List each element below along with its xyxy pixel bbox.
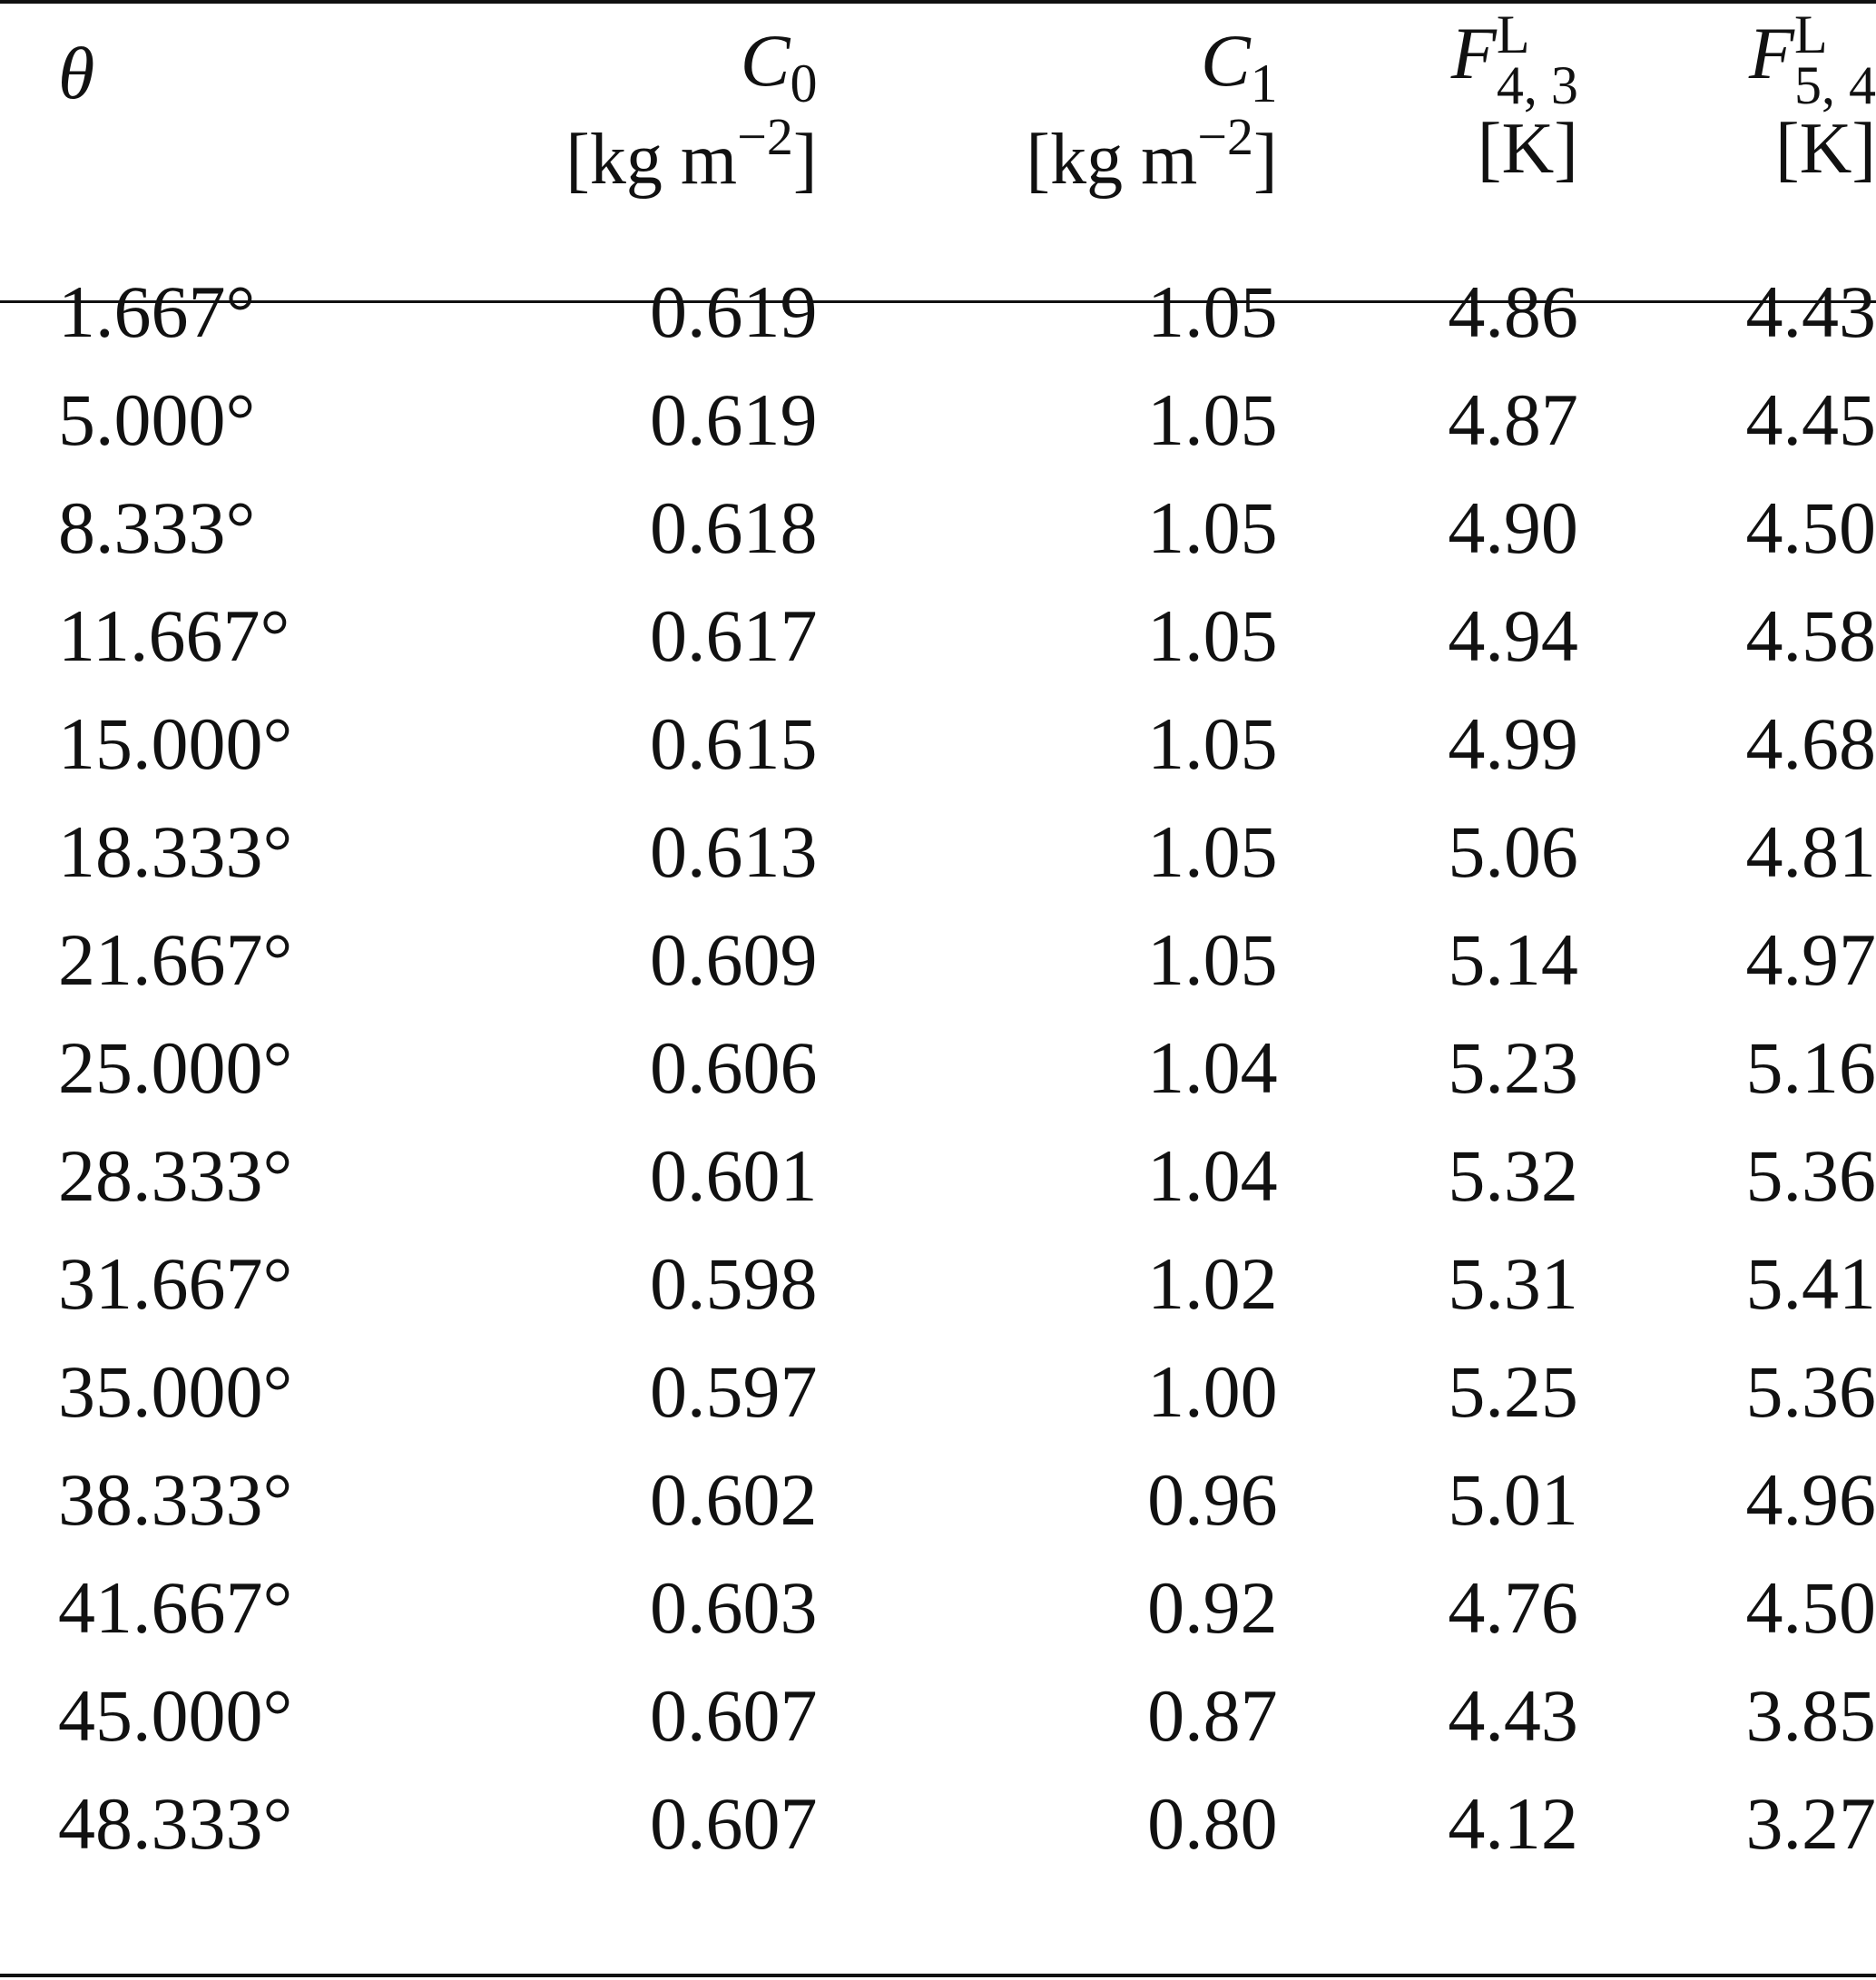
header-f43 xyxy=(1278,0,1578,115)
table-row xyxy=(0,798,1876,906)
header-f43-unit xyxy=(1278,111,1578,227)
table-row xyxy=(0,1014,1876,1122)
header-f54-superscript: L xyxy=(1794,5,1828,64)
table-bottom-rule xyxy=(0,1974,1876,1977)
cell-c1: 0.87 xyxy=(1147,1673,1278,1757)
table-row xyxy=(0,474,1876,582)
cell-f43: 4.90 xyxy=(1448,485,1578,569)
cell-c1: 1.05 xyxy=(1147,593,1278,677)
table-body xyxy=(0,258,1876,1877)
header-f54 xyxy=(1578,0,1876,115)
header-f43-unit-text: [K] xyxy=(1477,109,1578,189)
header-c0-unit-exponent: −2 xyxy=(737,107,793,166)
cell-f54: 4.68 xyxy=(1745,701,1876,785)
cell-theta: 21.667° xyxy=(58,917,293,1001)
cell-theta: 28.333° xyxy=(58,1133,293,1217)
cell-f43: 4.76 xyxy=(1448,1565,1578,1649)
header-f43-superscript: L xyxy=(1496,5,1530,64)
cell-f43: 5.31 xyxy=(1448,1241,1578,1325)
cell-f43: 5.06 xyxy=(1448,809,1578,893)
header-f54-unit-text: [K] xyxy=(1774,109,1876,189)
cell-c1: 1.05 xyxy=(1147,485,1278,569)
cell-f54: 3.85 xyxy=(1745,1673,1876,1757)
header-theta-symbol: θ xyxy=(58,32,95,114)
table-row xyxy=(0,582,1876,690)
cell-f54: 5.41 xyxy=(1745,1241,1876,1325)
cell-f43: 5.32 xyxy=(1448,1133,1578,1217)
cell-c0: 0.601 xyxy=(649,1133,818,1217)
table-row xyxy=(0,1446,1876,1554)
cell-f43: 4.99 xyxy=(1448,701,1578,785)
cell-f54: 4.96 xyxy=(1745,1457,1876,1541)
cell-c0: 0.613 xyxy=(649,809,818,893)
header-f54-indices xyxy=(1794,5,1876,115)
header-c0 xyxy=(441,0,817,111)
header-f54-subscript: 5, 4 xyxy=(1794,55,1876,115)
cell-theta: 8.333° xyxy=(58,485,256,569)
cell-c0: 0.609 xyxy=(649,917,818,1001)
table-row xyxy=(0,1338,1876,1446)
cell-theta: 31.667° xyxy=(58,1241,293,1325)
table-row xyxy=(0,1661,1876,1769)
table-row xyxy=(0,1554,1876,1661)
cell-f54: 5.36 xyxy=(1745,1349,1876,1433)
cell-f43: 4.12 xyxy=(1448,1781,1578,1865)
table-row xyxy=(0,1122,1876,1230)
header-f43-indices xyxy=(1496,5,1578,115)
cell-theta: 5.000° xyxy=(58,377,256,461)
cell-c1: 1.00 xyxy=(1147,1349,1278,1433)
cell-c0: 0.607 xyxy=(649,1673,818,1757)
cell-theta: 15.000° xyxy=(58,701,293,785)
header-theta-unit xyxy=(0,111,441,227)
table-row xyxy=(0,1769,1876,1877)
table-row xyxy=(0,1230,1876,1338)
cell-f54: 4.50 xyxy=(1745,1565,1876,1649)
cell-theta: 25.000° xyxy=(58,1025,293,1109)
cell-theta: 48.333° xyxy=(58,1781,293,1865)
cell-f54: 4.58 xyxy=(1745,593,1876,677)
cell-f43: 4.87 xyxy=(1448,377,1578,461)
table-row xyxy=(0,690,1876,798)
cell-c0: 0.615 xyxy=(649,701,818,785)
cell-c0: 0.598 xyxy=(649,1241,818,1325)
header-f54-symbol: F xyxy=(1748,12,1794,94)
header-c1-unit-text: [kg m xyxy=(1026,120,1198,200)
cell-f43: 5.23 xyxy=(1448,1025,1578,1109)
cell-f43: 4.43 xyxy=(1448,1673,1578,1757)
table-row xyxy=(0,366,1876,474)
cell-f43: 4.86 xyxy=(1448,270,1578,353)
table-row xyxy=(0,258,1876,366)
cell-c1: 0.96 xyxy=(1147,1457,1278,1541)
cell-f54: 5.16 xyxy=(1745,1025,1876,1109)
cell-f54: 3.27 xyxy=(1745,1781,1876,1865)
header-c1-unit-close: ] xyxy=(1253,120,1278,200)
cell-c1: 1.05 xyxy=(1147,917,1278,1001)
cell-c0: 0.619 xyxy=(649,377,818,461)
header-f54-unit xyxy=(1578,111,1876,227)
cell-c0: 0.618 xyxy=(649,485,818,569)
cell-c1: 1.02 xyxy=(1147,1241,1278,1325)
header-c1-subscript: 1 xyxy=(1250,54,1278,113)
cell-theta: 18.333° xyxy=(58,809,293,893)
cell-f43: 5.01 xyxy=(1448,1457,1578,1541)
cell-f54: 4.81 xyxy=(1745,809,1876,893)
cell-c1: 1.05 xyxy=(1147,809,1278,893)
cell-c0: 0.607 xyxy=(649,1781,818,1865)
cell-theta: 35.000° xyxy=(58,1349,293,1433)
cell-f54: 4.97 xyxy=(1745,917,1876,1001)
cell-c1: 0.92 xyxy=(1147,1565,1278,1649)
header-c1-unit-exponent: −2 xyxy=(1197,107,1254,166)
header-f43-symbol: F xyxy=(1450,12,1497,94)
cell-theta: 1.667° xyxy=(58,270,256,353)
header-c1-symbol: C xyxy=(1200,19,1251,102)
table-header xyxy=(0,0,1876,258)
header-spacer xyxy=(0,227,1876,258)
cell-c1: 1.04 xyxy=(1147,1133,1278,1217)
cell-c1: 0.80 xyxy=(1147,1781,1278,1865)
cell-f54: 5.36 xyxy=(1745,1133,1876,1217)
header-row-symbols xyxy=(0,0,1876,111)
cell-theta: 41.667° xyxy=(58,1565,293,1649)
header-f43-subscript: 4, 3 xyxy=(1496,55,1578,115)
cell-c0: 0.602 xyxy=(649,1457,818,1541)
cell-c0: 0.617 xyxy=(649,593,818,677)
header-c0-subscript: 0 xyxy=(790,54,818,113)
cell-f43: 5.25 xyxy=(1448,1349,1578,1433)
header-c0-unit xyxy=(441,107,818,227)
cell-c0: 0.597 xyxy=(649,1349,818,1433)
cell-f54: 4.45 xyxy=(1745,377,1876,461)
cell-c1: 1.05 xyxy=(1147,701,1278,785)
cell-f54: 4.50 xyxy=(1745,485,1876,569)
header-c0-symbol: C xyxy=(740,19,791,102)
header-c1-unit xyxy=(817,107,1278,227)
table-row xyxy=(0,906,1876,1014)
cell-theta: 11.667° xyxy=(58,593,290,677)
cell-c0: 0.606 xyxy=(649,1025,818,1109)
cell-theta: 45.000° xyxy=(58,1673,293,1757)
header-c0-unit-text: [kg m xyxy=(565,120,738,200)
cell-c1: 1.05 xyxy=(1147,270,1278,353)
header-theta xyxy=(0,0,441,114)
cell-f43: 5.14 xyxy=(1448,917,1578,1001)
header-c0-unit-close: ] xyxy=(792,120,818,200)
cell-c0: 0.603 xyxy=(649,1565,818,1649)
header-c1 xyxy=(817,0,1277,111)
cell-theta: 38.333° xyxy=(58,1457,293,1541)
cell-c1: 1.05 xyxy=(1147,377,1278,461)
cell-c0: 0.619 xyxy=(649,270,818,353)
cell-f43: 4.94 xyxy=(1448,593,1578,677)
cell-c1: 1.04 xyxy=(1147,1025,1278,1109)
cell-f54: 4.43 xyxy=(1745,270,1876,353)
header-row-units xyxy=(0,111,1876,227)
